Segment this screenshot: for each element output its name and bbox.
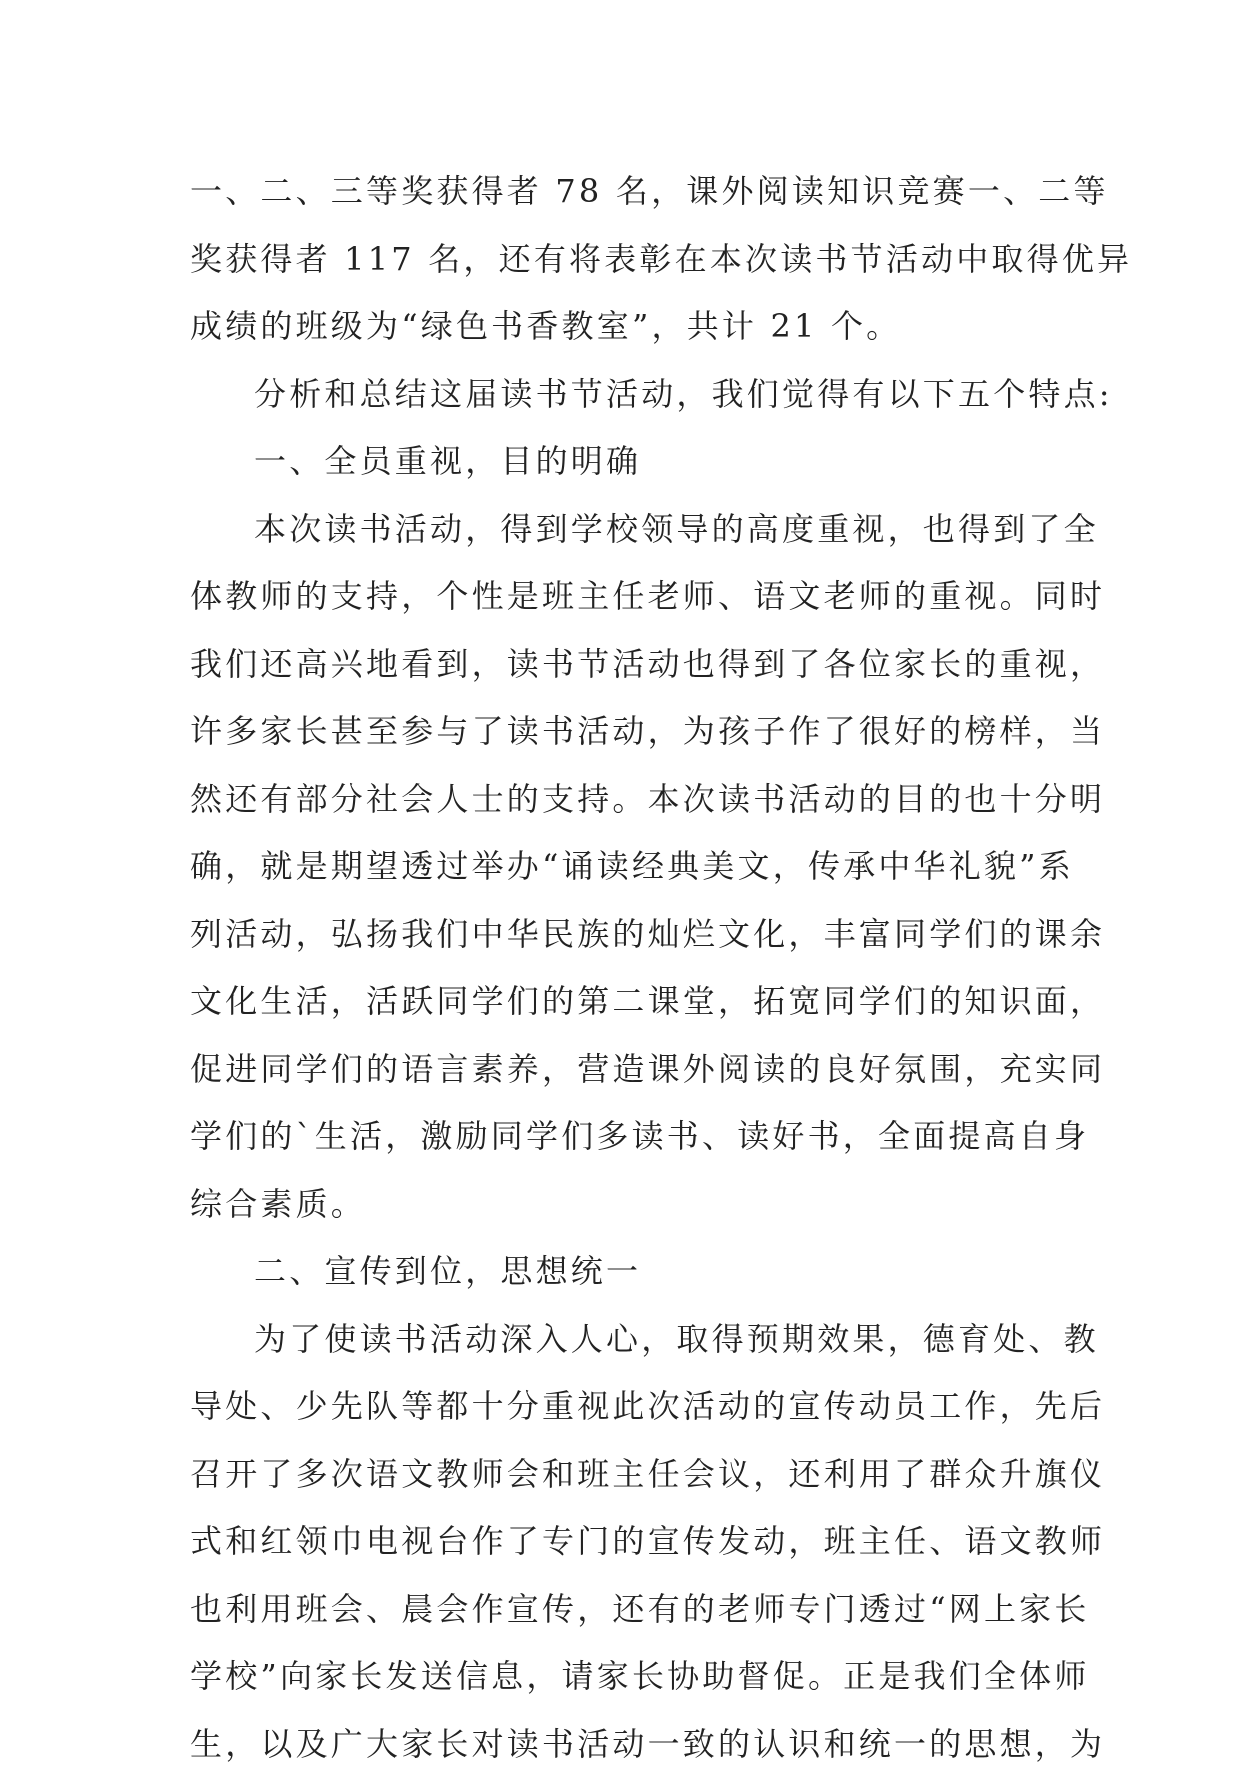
document-body [190,158,1070,1778]
text-line: 然还有部分社会人士的支持。本次读书活动的目的也十分明 [190,766,1070,834]
text-line: 生，以及广大家长对读书活动一致的认识和统一的思想，为 [190,1711,1070,1778]
text-line: 一、二、三等奖获得者 78 名，课外阅读知识竞赛一、二等 [190,158,1070,226]
text-line: 学校”向家长发送信息，请家长协助督促。正是我们全体师 [190,1643,1070,1711]
text-line: 促进同学们的语言素养，营造课外阅读的良好氛围，充实同 [190,1036,1070,1104]
text-line: 导处、少先队等都十分重视此次活动的宣传动员工作，先后 [190,1373,1070,1441]
text-line: 我们还高兴地看到，读书节活动也得到了各位家长的重视， [190,631,1070,699]
text-line: 也利用班会、晨会作宣传，还有的老师专门透过“网上家长 [190,1576,1070,1644]
section-heading: 二、宣传到位，思想统一 [190,1238,1070,1306]
text-line: 列活动，弘扬我们中华民族的灿烂文化，丰富同学们的课余 [190,901,1070,969]
text-line: 本次读书活动，得到学校领导的高度重视，也得到了全 [190,496,1070,564]
text-line: 为了使读书活动深入人心，取得预期效果，德育处、教 [190,1306,1070,1374]
text-line: 分析和总结这届读书节活动，我们觉得有以下五个特点: [190,361,1070,429]
text-line: 学们的`生活，激励同学们多读书、读好书，全面提高自身 [190,1103,1070,1171]
text-line: 召开了多次语文教师会和班主任会议，还利用了群众升旗仪 [190,1441,1070,1509]
text-line: 确，就是期望透过举办“诵读经典美文，传承中华礼貌”系 [190,833,1070,901]
text-line: 综合素质。 [190,1171,1070,1239]
text-line: 许多家长甚至参与了读书活动，为孩子作了很好的榜样，当 [190,698,1070,766]
text-line: 体教师的支持，个性是班主任老师、语文老师的重视。同时 [190,563,1070,631]
text-line: 成绩的班级为“绿色书香教室”，共计 21 个。 [190,293,1070,361]
section-heading: 一、全员重视，目的明确 [190,428,1070,496]
text-line: 式和红领巾电视台作了专门的宣传发动，班主任、语文教师 [190,1508,1070,1576]
text-line: 奖获得者 117 名，还有将表彰在本次读书节活动中取得优异 [190,226,1070,294]
text-line: 文化生活，活跃同学们的第二课堂，拓宽同学们的知识面， [190,968,1070,1036]
